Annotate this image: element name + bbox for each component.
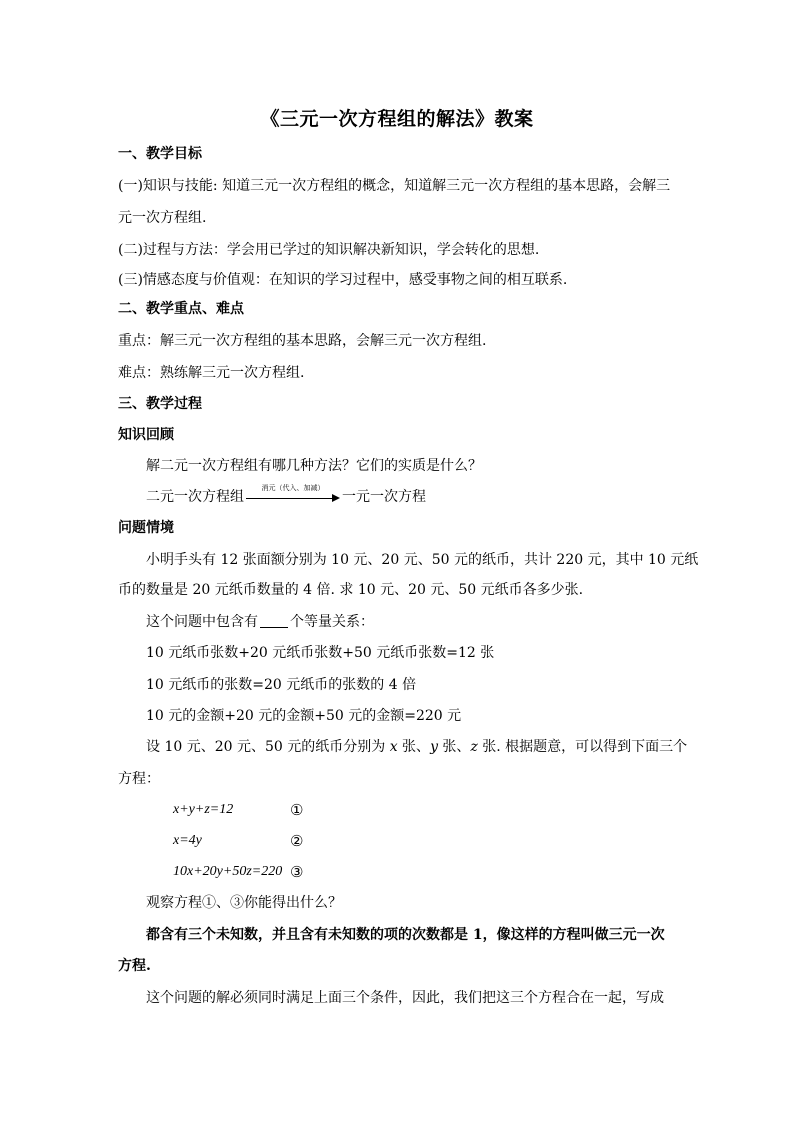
flow-arrow (244, 484, 342, 507)
equation-2: x=4y (173, 833, 202, 848)
key-point: 重点：解三元一次方程组的基本思路，会解三元一次方程组. (118, 333, 487, 349)
setup-text-b: 张、 (397, 739, 431, 755)
definition-line1: 都含有三个未知数，并且含有未知数的项的次数都是 1，像这样的方程叫做三元一次 (146, 927, 665, 943)
equation-1-mark: ① (290, 801, 304, 819)
relation-prefix: 这个问题中包含有 (146, 614, 258, 630)
document-title: 《三元一次方程组的解法》教案 (260, 108, 534, 130)
relation-intro (146, 612, 374, 632)
problem-line1: 小明手头有 12 张面额分别为 10 元、20 元、50 元的纸币，共计 220 元，其中 10 元纸 (146, 552, 699, 568)
equation-1: x+y+z=12 (173, 802, 234, 817)
flow-diagram (146, 484, 426, 507)
definition-line2: 方程. (118, 958, 151, 974)
arrow-head-icon (332, 494, 340, 502)
equation-3-mark: ③ (290, 863, 304, 881)
var-z: z (470, 739, 478, 755)
flow-arrow-label: 消元（代入、加减） (261, 484, 325, 492)
relation-suffix: 个等量关系： (290, 614, 374, 630)
conclusion-line1: 这个问题的解必须同时满足上面三个条件，因此，我们把这三个方程合在一起，写成 (146, 990, 664, 1006)
review-question: 解二元一次方程组有哪几种方法？它们的实质是什么？ (146, 458, 482, 474)
relation-1: 10 元纸币张数+20 元纸币张数+50 元纸币张数=12 张 (146, 645, 495, 661)
relation-3: 10 元的金额+20 元的金额+50 元的金额=220 元 (146, 708, 462, 724)
section-heading-keypoints: 二、教学重点、难点 (118, 301, 244, 317)
equation-3: 10x+20y+50z=220 (173, 864, 283, 879)
problem-line2: 币的数量是 20 元纸币数量的 4 倍. 求 10 元、20 元、50 元纸币各多少张. (118, 582, 584, 598)
goal-knowledge-line2: 元一次方程组. (118, 210, 207, 226)
fill-in-blank (260, 613, 288, 628)
goal-knowledge-line1: (一)知识与技能: 知道三元一次方程组的概念，知道解三元一次方程组的基本思路，会解三 (118, 178, 671, 194)
flow-right: 一元一次方程 (342, 489, 426, 505)
var-x: x (389, 739, 398, 755)
arrow-line (246, 498, 336, 499)
setup-line2: 方程： (118, 771, 160, 787)
equation-2-mark: ② (290, 832, 304, 850)
difficulty-point: 难点：熟练解三元一次方程组. (118, 365, 305, 381)
flow-left: 二元一次方程组 (146, 489, 244, 505)
setup-text-a: 设 10 元、20 元、50 元的纸币分别为 (146, 739, 390, 755)
section-heading-process: 三、教学过程 (118, 396, 202, 412)
section-heading-goals: 一、教学目标 (118, 146, 202, 162)
observe-question: 观察方程①、③你能得出什么？ (146, 895, 342, 911)
subheading-review: 知识回顾 (118, 427, 174, 443)
goal-process: (二)过程与方法：学会用已学过的知识解决新知识，学会转化的思想. (118, 242, 540, 258)
var-y: y (430, 739, 438, 755)
subheading-scenario: 问题情境 (118, 520, 174, 536)
relation-2: 10 元纸币的张数=20 元纸币的张数的 4 倍 (146, 677, 417, 693)
setup-text-d: 张. 根据题意，可以得到下面三个 (477, 739, 688, 755)
goal-attitude: (三)情感态度与价值观：在知识的学习过程中，感受事物之间的相互联系. (118, 272, 568, 288)
setup-text-c: 张、 (437, 739, 471, 755)
setup-line1 (146, 737, 687, 757)
